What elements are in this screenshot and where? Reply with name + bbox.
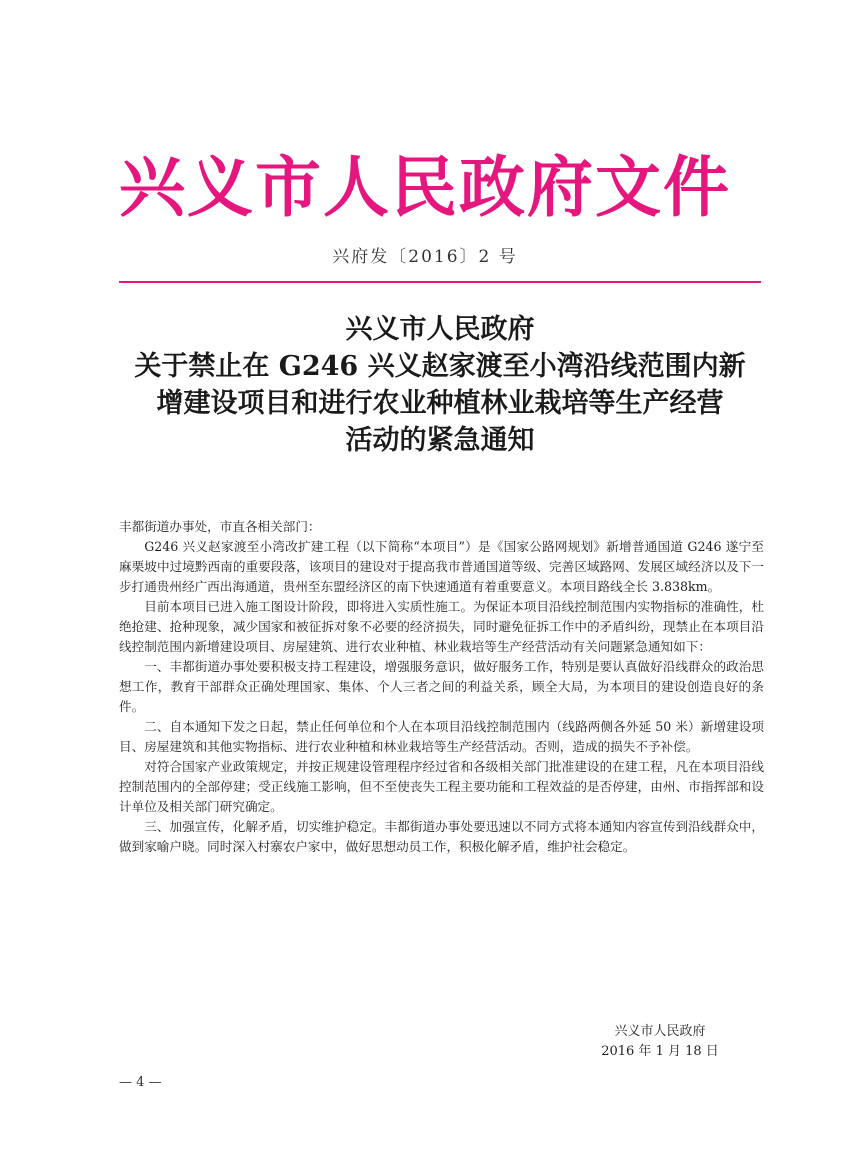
page-number: — 4 — xyxy=(119,1075,162,1090)
notice-body xyxy=(119,517,764,857)
body-paragraph-6: 三、加强宣传，化解矛盾，切实维护稳定。丰都街道办事处要迅速以不同方式将本通知内容宣传到沿线群众中，做到家喻户晓。同时深入村寨农户家中，做好思想动员工作，积极化解矛盾，维护社会稳定。 xyxy=(119,819,764,854)
header-divider xyxy=(119,281,761,283)
body-paragraph-1: G246 兴义赵家渡至小湾改扩建工程（以下简称“本项目”）是《国家公路网规划》新增普通国道 G246 遂宁至麻栗坡中过境黔西南的重要段落，该项目的建设对于提高我市普通国道等级、完善区域路网、发展区域经济以及下一步打通贵州经广西出海通道，贵州至东盟经济区的南下快速通道有着重要意义。本项目路线全长 3.838km。 xyxy=(119,539,764,594)
signature-issuer: 兴义市人民政府 xyxy=(614,1024,706,1039)
document-header-title: 兴义市人民政府文件 xyxy=(119,148,731,226)
notice-title-line-4: 活动的紧急通知 xyxy=(345,425,535,456)
signature-block xyxy=(580,1022,740,1062)
notice-title-line-2: 关于禁止在 G246 兴义赵家渡至小湾沿线范围内新 xyxy=(134,351,746,382)
body-paragraph-5: 对符合国家产业政策规定，并按正规建设管理程序经过省和各级相关部门批准建设的在建工程，凡在本项目沿线控制范围内的全部停建；受正线施工影响，但不至使丧失工程主要功能和工程效益的是否停建，由州、市指挥部和设计单位及相关部门研究确定。 xyxy=(119,759,764,814)
body-paragraph-3: 一、丰都街道办事处要积极支持工程建设，增强服务意识，做好服务工作，特别是要认真做好沿线群众的政治思想工作，教育干部群众正确处理国家、集体、个人三者之间的利益关系，顾全大局，为本项目的建设创造良好的条件。 xyxy=(119,659,764,714)
body-paragraph-4: 二、自本通知下发之日起，禁止任何单位和个人在本项目沿线控制范围内（线路两侧各外延 50 米）新增建设项目、房屋建筑和其他实物指标、进行农业种植和林业栽培等生产经营活动。否则，造成的损失不予补偿。 xyxy=(119,719,764,754)
body-paragraph-2: 目前本项目已进入施工图设计阶段，即将进入实质性施工。为保证本项目沿线控制范围内实物指标的准确性，杜绝抢建、抢种现象，减少国家和被征拆对象不必要的经济损失，同时避免征拆工作中的矛盾纠纷，现禁止在本项目沿线控制范围内新增建设项目、房屋建筑、进行农业种植、林业栽培等生产经营活动有关问题紧急通知如下： xyxy=(119,599,764,654)
signature-date: 2016 年 1 月 18 日 xyxy=(601,1044,719,1059)
salutation: 丰都街道办事处，市直各相关部门： xyxy=(119,519,321,534)
notice-title xyxy=(100,311,780,459)
document-number: 兴府发〔2016〕2 号 xyxy=(332,247,518,267)
notice-title-line-3: 增建设项目和进行农业种植林业栽培等生产经营 xyxy=(156,388,724,419)
notice-title-line-1: 兴义市人民政府 xyxy=(345,314,535,345)
